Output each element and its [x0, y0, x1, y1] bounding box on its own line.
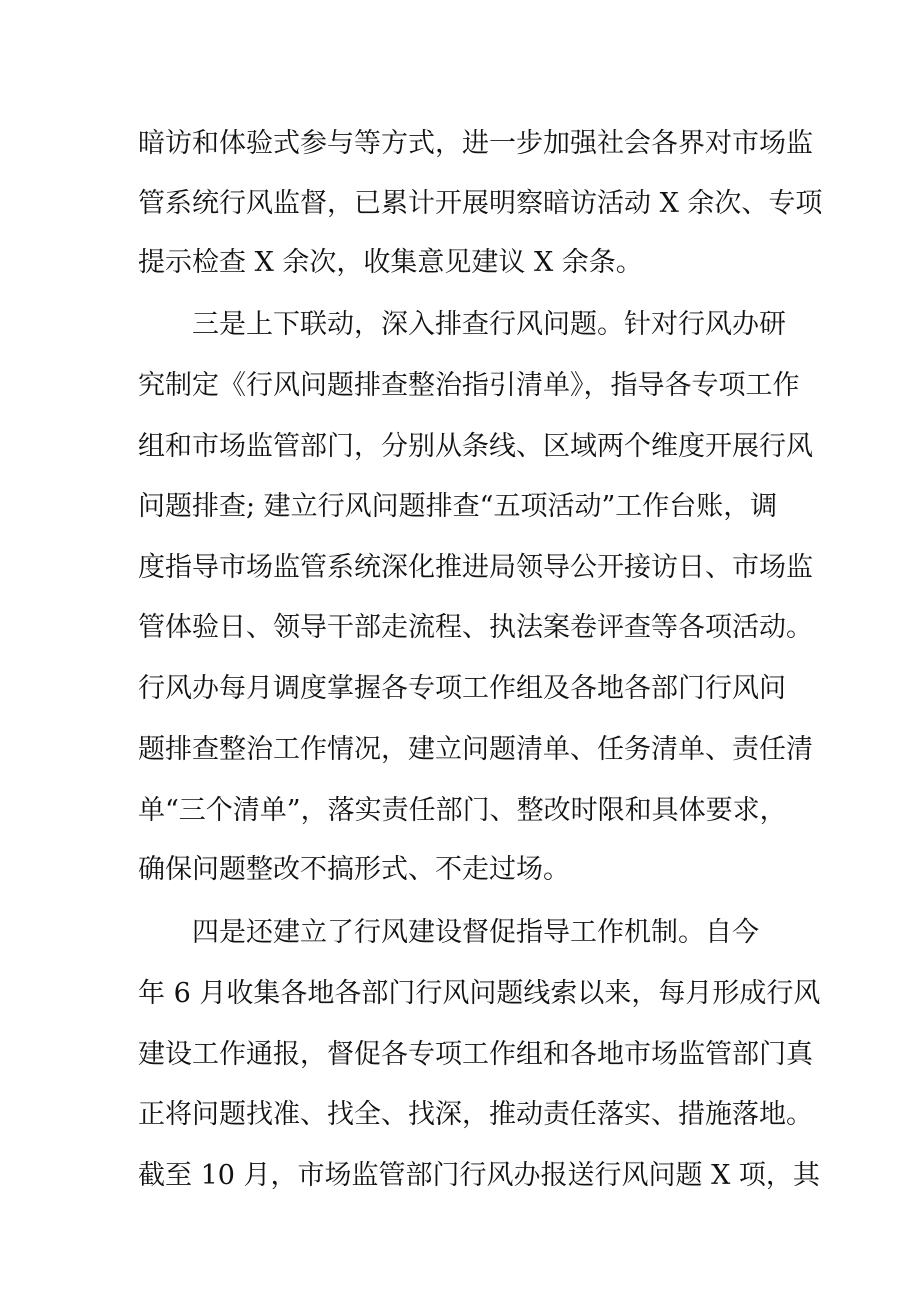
paragraph-start-line: 四是还建立了行风建设督促指导工作机制。自今 [192, 917, 759, 948]
text-line: 建设工作通报，督促各专项工作组和各地市场监管部门真 [138, 1039, 813, 1070]
text-line: 究制定《行风问题排查整治指引清单》，指导各专项工作 [138, 370, 800, 401]
text-line: 正将问题找准、找全、找深，推动责任落实、措施落地。 [138, 1099, 813, 1130]
text-line: 年 6 月收集各地各部门行风问题线索以来，每月形成行风 [138, 978, 821, 1009]
text-line: 截至 10 月，市场监管部门行风办报送行风问题 X 项，其 [138, 1160, 820, 1191]
text-line: 题排查整治工作情况，建立问题清单、任务清单、责任清 [138, 734, 813, 765]
text-line: 度指导市场监管系统深化推进局领导公开接访日、市场监 [138, 552, 813, 583]
text-line: 组和市场监管部门，分别从条线、区域两个维度开展行风 [138, 431, 813, 462]
paragraph-start-line: 三是上下联动，深入排查行风问题。针对行风办研 [192, 309, 786, 340]
text-line: 暗访和体验式参与等方式，进一步加强社会各界对市场监 [138, 128, 813, 159]
text-line: 行风办每月调度掌握各专项工作组及各地各部门行风问 [138, 673, 786, 704]
text-line: 管体验日、领导干部走流程、执法案卷评查等各项活动。 [138, 612, 813, 643]
text-line: 管系统行风监督，已累计开展明察暗访活动 X 余次、专项 [138, 188, 823, 219]
text-line: 问题排查; 建立行风问题排查“五项活动”工作台账，调 [138, 491, 778, 522]
text-line: 提示检查 X 余次，收集意见建议 X 余条。 [138, 247, 643, 278]
text-line: 确保问题整改不搞形式、不走过场。 [138, 854, 570, 885]
text-line: 单“三个清单”，落实责任部门、整改时限和具体要求， [138, 795, 787, 826]
